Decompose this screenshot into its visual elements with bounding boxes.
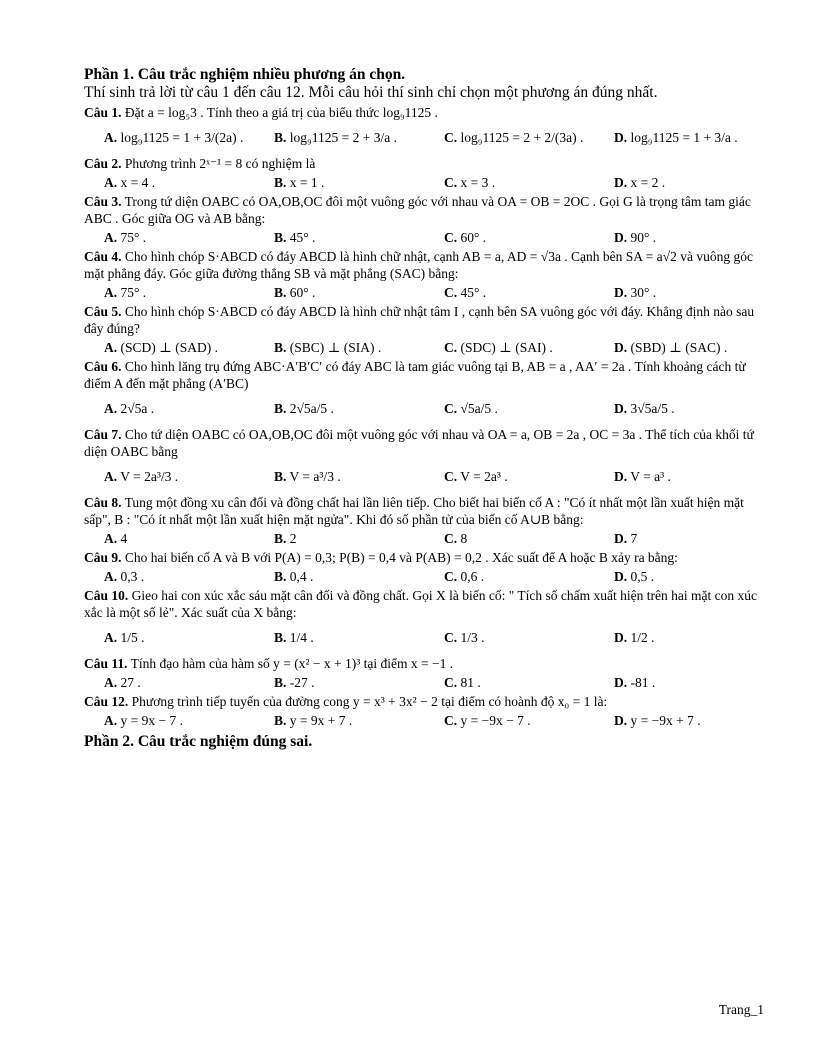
option-key: C. [444, 285, 458, 300]
option-text: 2 [289, 531, 297, 546]
option-c [424, 466, 594, 488]
option-text: 7 [630, 531, 638, 546]
option-key: B. [274, 630, 287, 645]
option-key: B. [274, 175, 287, 190]
question-text: Phương trình 2ˣ⁻¹ = 8 có nghiệm là [124, 156, 316, 171]
option-text: y = −9x + 7 . [630, 713, 701, 728]
option-key: C. [444, 230, 458, 245]
option-text: 60° . [460, 230, 487, 245]
option-text: √5a/5 . [460, 401, 498, 416]
question-3 [84, 193, 764, 246]
option-key: D. [614, 569, 628, 584]
option-text: y = 9x + 7 . [289, 713, 353, 728]
option-b [254, 398, 424, 420]
option-key: D. [614, 675, 628, 690]
question-stem [84, 248, 764, 282]
option-key: C. [444, 340, 458, 355]
option-text: x = 4 . [120, 175, 156, 190]
option-text: 30° . [630, 285, 657, 300]
part1-title: Phần 1. Câu trắc nghiệm nhiều phương án chọn. [84, 66, 406, 83]
question-text: Cho hai biến cố A và B với P(A) = 0,3; P(B) = 0,4 và P(AB) = 0,2 . Xác suất để A hoặc B xảy ra bằng: [124, 550, 678, 565]
question-stem [84, 104, 764, 121]
option-key: D. [614, 630, 628, 645]
page-number: Trang_1 [718, 1002, 764, 1017]
option-b [254, 229, 424, 246]
option-key: D. [614, 230, 628, 245]
option-b [254, 127, 424, 149]
option-text: (SDC) ⊥ (SAI) . [460, 340, 553, 355]
option-key: D. [614, 531, 628, 546]
question-text: Cho tứ diện OABC có OA,OB,OC đôi một vuông góc với nhau và OA = a, OB = 2a , OC = 3a . Thể tích của khối tứ diện OABC bằng [84, 427, 754, 459]
option-c [424, 398, 594, 420]
question-stem [84, 426, 764, 460]
option-key: C. [444, 531, 458, 546]
option-key: D. [614, 175, 628, 190]
option-c [424, 127, 594, 149]
answer-options [84, 127, 764, 149]
question-stem [84, 303, 764, 337]
exam-page [84, 66, 764, 751]
question-text: Cho hình chóp S·ABCD có đáy ABCD là hình chữ nhật, cạnh AB = a, AD = √3a . Cạnh bên SA = a√2 và vuông góc mặt phẳng đáy. Góc giữa đường thẳng SB và mặt phẳng (SAC) bằng: [84, 249, 753, 281]
option-key: B. [274, 569, 287, 584]
option-text: 75° . [120, 285, 147, 300]
question-text: Phương trình tiếp tuyến của đường cong y = x³ + 3x² − 2 tại điểm có hoành độ x₀ = 1 là: [131, 694, 608, 709]
option-key: C. [444, 469, 458, 484]
question-label: Câu 11. [84, 656, 128, 671]
option-c [424, 712, 594, 729]
option-text: y = −9x − 7 . [460, 713, 531, 728]
option-key: D. [614, 340, 628, 355]
option-b [254, 568, 424, 585]
question-text: Tung một đồng xu cân đối và đồng chất hai lần liên tiếp. Cho biết hai biến cố A : "Có ít nhất một lần xuất hiện mặt sấp", B : "Có ít nhất một lần xuất hiện mặt ngửa". Khi đó số phần tử của biến cố A∪B bằng: [84, 495, 744, 527]
question-2 [84, 155, 764, 191]
question-9 [84, 549, 764, 585]
question-list [84, 104, 764, 729]
question-text: Gieo hai con xúc xắc sáu mặt cân đối và đồng chất. Gọi X là biến cố: " Tích số chấm xuất hiện trên hai mặt con xúc xắc là một số lẻ". Xác suất của X bằng: [84, 588, 757, 620]
question-stem [84, 693, 764, 710]
option-key: D. [614, 713, 628, 728]
option-key: C. [444, 713, 458, 728]
question-7 [84, 426, 764, 488]
option-b [254, 284, 424, 301]
option-a [84, 127, 254, 149]
option-text: 1/2 . [630, 630, 655, 645]
question-label: Câu 5. [84, 304, 122, 319]
option-a [84, 627, 254, 649]
answer-options [84, 466, 764, 488]
option-key: A. [104, 130, 118, 145]
question-stem [84, 193, 764, 227]
answer-options [84, 674, 764, 691]
option-text: (SBD) ⊥ (SAC) . [630, 340, 728, 355]
option-key: B. [274, 130, 287, 145]
question-label: Câu 8. [84, 495, 122, 510]
answer-options [84, 712, 764, 729]
option-key: A. [104, 340, 118, 355]
option-c [424, 229, 594, 246]
question-6 [84, 358, 764, 420]
answer-options [84, 174, 764, 191]
option-key: C. [444, 130, 458, 145]
option-text: V = 2a³ . [460, 469, 508, 484]
answer-options [84, 568, 764, 585]
question-label: Câu 2. [84, 156, 122, 171]
option-text: x = 2 . [630, 175, 666, 190]
option-text: 27 . [120, 675, 141, 690]
option-a [84, 466, 254, 488]
option-a [84, 174, 254, 191]
question-stem [84, 155, 764, 172]
option-d [594, 174, 764, 191]
question-12 [84, 693, 764, 729]
option-key: B. [274, 713, 287, 728]
option-key: A. [104, 569, 118, 584]
option-text: 81 . [460, 675, 481, 690]
option-text: log₉1125 = 2 + 3/a . [289, 130, 397, 145]
question-8 [84, 494, 764, 547]
option-text: V = 2a³/3 . [120, 469, 179, 484]
option-key: B. [274, 340, 287, 355]
option-text: log₉1125 = 1 + 3/(2a) . [120, 130, 244, 145]
option-a [84, 284, 254, 301]
question-11 [84, 655, 764, 691]
option-c [424, 627, 594, 649]
option-text: -27 . [289, 675, 315, 690]
option-text: 8 [460, 531, 468, 546]
option-key: B. [274, 469, 287, 484]
option-text: log₉1125 = 1 + 3/a . [630, 130, 738, 145]
option-key: B. [274, 675, 287, 690]
option-key: B. [274, 285, 287, 300]
option-text: 1/3 . [460, 630, 485, 645]
answer-options [84, 284, 764, 301]
question-label: Câu 12. [84, 694, 129, 709]
option-key: A. [104, 230, 118, 245]
option-text: 2√5a/5 . [289, 401, 334, 416]
option-b [254, 674, 424, 691]
option-a [84, 712, 254, 729]
option-key: A. [104, 675, 118, 690]
option-c [424, 284, 594, 301]
question-1 [84, 104, 764, 149]
option-d [594, 398, 764, 420]
question-4 [84, 248, 764, 301]
option-text: y = 9x − 7 . [120, 713, 183, 728]
option-text: 45° . [460, 285, 487, 300]
question-stem [84, 549, 764, 566]
question-stem [84, 494, 764, 528]
option-key: C. [444, 401, 458, 416]
question-label: Câu 10. [84, 588, 129, 603]
option-text: 1/4 . [289, 630, 314, 645]
option-d [594, 530, 764, 547]
option-text: x = 3 . [460, 175, 496, 190]
option-b [254, 627, 424, 649]
option-a [84, 398, 254, 420]
question-text: Đặt a = log₅3 . Tính theo a giá trị của biểu thức log₉1125 . [124, 105, 438, 120]
option-c [424, 568, 594, 585]
option-key: B. [274, 401, 287, 416]
option-b [254, 712, 424, 729]
option-text: (SBC) ⊥ (SIA) . [289, 340, 382, 355]
question-label: Câu 9. [84, 550, 122, 565]
option-text: 1/5 . [120, 630, 145, 645]
option-c [424, 174, 594, 191]
question-stem [84, 358, 764, 392]
option-key: C. [444, 675, 458, 690]
option-key: A. [104, 531, 118, 546]
option-text: x = 1 . [289, 175, 325, 190]
option-text: log₉1125 = 2 + 2/(3a) . [460, 130, 584, 145]
question-stem [84, 655, 764, 672]
question-text: Cho hình lăng trụ đứng ABC·A′B′C′ có đáy ABC là tam giác vuông tại B, AB = a , AA′ = 2a . Tính khoảng cách từ điểm A đến mặt phẳng (A′BC) [84, 359, 746, 391]
option-key: B. [274, 230, 287, 245]
option-text: 90° . [630, 230, 657, 245]
option-text: 0,6 . [460, 569, 485, 584]
option-d [594, 568, 764, 585]
option-key: A. [104, 713, 118, 728]
option-text: 45° . [289, 230, 316, 245]
option-text: 2√5a . [120, 401, 155, 416]
option-text: 0,3 . [120, 569, 145, 584]
answer-options [84, 627, 764, 649]
option-d [594, 229, 764, 246]
option-a [84, 530, 254, 547]
option-d [594, 284, 764, 301]
instructions: Thí sinh trả lời từ câu 1 đến câu 12. Mỗi câu hỏi thí sinh chỉ chọn một phương án đúng nhất. [84, 84, 658, 101]
question-text: Tính đạo hàm của hàm số y = (x² − x + 1)³ tại điểm x = −1 . [130, 656, 454, 671]
option-key: C. [444, 175, 458, 190]
question-label: Câu 6. [84, 359, 122, 374]
option-c [424, 530, 594, 547]
option-key: A. [104, 630, 118, 645]
option-d [594, 627, 764, 649]
option-d [594, 339, 764, 356]
option-text: (SCD) ⊥ (SAD) . [120, 340, 218, 355]
option-c [424, 674, 594, 691]
option-d [594, 674, 764, 691]
option-key: C. [444, 630, 458, 645]
option-key: D. [614, 285, 628, 300]
option-key: C. [444, 569, 458, 584]
option-b [254, 530, 424, 547]
answer-options [84, 530, 764, 547]
option-key: A. [104, 175, 118, 190]
option-key: A. [104, 401, 118, 416]
option-text: V = a³ . [630, 469, 671, 484]
option-text: 0,5 . [630, 569, 655, 584]
answer-options [84, 339, 764, 356]
question-5 [84, 303, 764, 356]
option-key: A. [104, 469, 118, 484]
option-key: A. [104, 285, 118, 300]
question-label: Câu 7. [84, 427, 122, 442]
question-stem [84, 587, 764, 621]
option-b [254, 466, 424, 488]
option-text: 0,4 . [289, 569, 314, 584]
option-a [84, 568, 254, 585]
option-text: 4 [120, 531, 128, 546]
option-key: D. [614, 469, 628, 484]
answer-options [84, 398, 764, 420]
option-b [254, 339, 424, 356]
option-text: V = a³/3 . [289, 469, 341, 484]
part2-title: Phần 2. Câu trắc nghiệm đúng sai. [84, 733, 313, 750]
option-key: B. [274, 531, 287, 546]
option-text: -81 . [630, 675, 656, 690]
option-b [254, 174, 424, 191]
option-key: D. [614, 130, 628, 145]
option-text: 75° . [120, 230, 147, 245]
option-key: D. [614, 401, 628, 416]
option-c [424, 339, 594, 356]
option-text: 60° . [289, 285, 316, 300]
option-d [594, 466, 764, 488]
option-d [594, 712, 764, 729]
option-d [594, 127, 764, 149]
question-label: Câu 3. [84, 194, 122, 209]
option-text: 3√5a/5 . [630, 401, 675, 416]
question-text: Trong tứ diện OABC có OA,OB,OC đôi một vuông góc với nhau và OA = OB = 2OC . Gọi G là trọng tâm tam giác ABC . Góc giữa OG và AB bằng: [84, 194, 751, 226]
option-a [84, 339, 254, 356]
option-a [84, 229, 254, 246]
question-text: Cho hình chóp S·ABCD có đáy ABCD là hình chữ nhật tâm I , cạnh bên SA vuông góc với đáy. Khẳng định nào sau đây đúng? [84, 304, 755, 336]
question-label: Câu 1. [84, 105, 122, 120]
question-10 [84, 587, 764, 649]
option-a [84, 674, 254, 691]
question-label: Câu 4. [84, 249, 122, 264]
answer-options [84, 229, 764, 246]
